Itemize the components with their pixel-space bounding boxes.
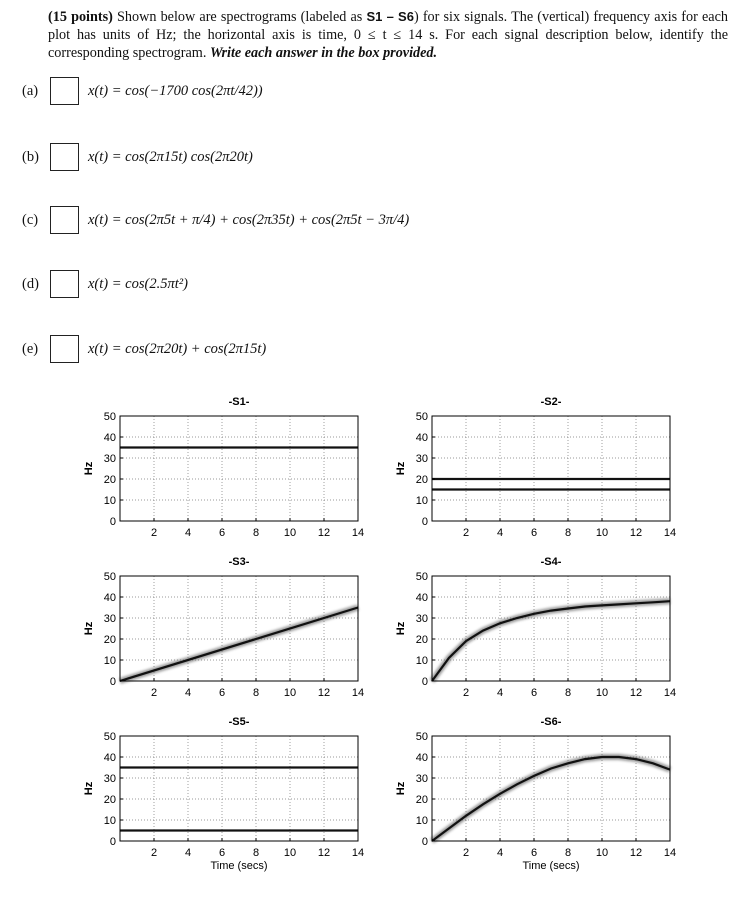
plot-title: -S2-: [540, 396, 562, 408]
plot-title: -S1-: [228, 396, 250, 408]
tick-label-x: 4: [184, 687, 192, 699]
plot-frame: [120, 416, 358, 521]
tick-label-x: 14: [351, 687, 365, 699]
tick-label-x: 10: [595, 687, 609, 699]
plot-frame: [120, 576, 358, 681]
problem-intro: [48, 8, 728, 62]
axis-label-y: Hz: [83, 621, 95, 636]
tick-label-y: 50: [415, 571, 428, 583]
spectrogram-4: [395, 556, 676, 699]
tick-label-y: 20: [415, 634, 428, 646]
tick-label-x: 2: [150, 527, 158, 539]
tick-label-x: 4: [184, 847, 192, 859]
plot-frame: [432, 576, 670, 681]
tick-label-y: 30: [103, 453, 116, 465]
spectrogram-label-range: S1 – S6: [366, 9, 414, 24]
tick-label-x: 6: [218, 527, 226, 539]
tick-label-x: 14: [663, 847, 677, 859]
tick-label-x: 2: [150, 687, 158, 699]
tick-label-y: 10: [415, 815, 428, 827]
spectrogram-3: [83, 556, 364, 699]
tick-label-y: 40: [103, 592, 116, 604]
spectrogram-6: [395, 716, 676, 872]
tick-label-x: 6: [530, 527, 538, 539]
tick-label-y: 20: [415, 794, 428, 806]
tick-label-y: 40: [103, 752, 116, 764]
signal-equation: x(t) = cos(−1700 cos(2πt/42)): [88, 83, 263, 99]
tick-label-y: 0: [421, 516, 428, 528]
axis-label-y: Hz: [83, 781, 95, 796]
tick-label-x: 4: [496, 527, 504, 539]
spectrogram-1: [83, 396, 364, 539]
tick-label-x: 14: [351, 847, 365, 859]
question-label: (e): [22, 341, 39, 357]
tick-label-y: 20: [103, 474, 116, 486]
tick-label-y: 20: [103, 794, 116, 806]
tick-label-x: 6: [530, 687, 538, 699]
tick-label-y: 50: [103, 411, 116, 423]
plot-title: -S3-: [228, 556, 250, 568]
spectrogram-5: [83, 716, 364, 872]
tick-label-y: 50: [415, 731, 428, 743]
tick-label-x: 12: [629, 687, 643, 699]
axis-label-y: Hz: [395, 461, 407, 476]
series-glow: [120, 608, 358, 682]
tick-label-x: 8: [564, 687, 572, 699]
tick-label-x: 10: [595, 527, 609, 539]
tick-label-x: 4: [184, 527, 192, 539]
tick-label-y: 0: [109, 836, 116, 848]
series-glow: [432, 757, 670, 841]
tick-label-y: 40: [415, 752, 428, 764]
tick-label-x: 12: [317, 527, 331, 539]
tick-label-y: 30: [103, 613, 116, 625]
plot-frame: [120, 736, 358, 841]
tick-label-y: 0: [109, 676, 116, 688]
intro-text-1: Shown below are spectrograms (labeled as: [112, 9, 367, 25]
tick-label-x: 12: [317, 847, 331, 859]
intro-text-2: ) for six signals. The (vertical) frequency axis for each plot has units of Hz; the horizontal axis is time, 0 ≤ t ≤ 14 s. For each signal description below, identify the corresponding spectrogram.: [48, 9, 728, 61]
instruction-text: Write each answer in the box provided.: [209, 45, 438, 61]
signal-equation: x(t) = cos(2π5t + π/4) + cos(2π35t) + cos(2π5t − 3π/4): [88, 212, 410, 228]
tick-label-y: 40: [415, 432, 428, 444]
tick-label-x: 2: [462, 687, 470, 699]
answer-box-a[interactable]: [50, 77, 79, 105]
tick-label-y: 30: [415, 613, 428, 625]
tick-label-x: 10: [283, 687, 297, 699]
tick-label-y: 40: [103, 432, 116, 444]
tick-label-x: 4: [496, 687, 504, 699]
tick-label-x: 14: [663, 527, 677, 539]
tick-label-x: 12: [629, 847, 643, 859]
tick-label-y: 0: [421, 676, 428, 688]
tick-label-y: 0: [109, 516, 116, 528]
tick-label-x: 4: [496, 847, 504, 859]
tick-label-y: 40: [415, 592, 428, 604]
tick-label-y: 30: [415, 453, 428, 465]
axis-label-y: Hz: [395, 621, 407, 636]
question-label: (d): [22, 276, 39, 292]
plot-title: -S6-: [540, 716, 562, 728]
tick-label-x: 8: [252, 527, 260, 539]
axis-label-y: Hz: [395, 781, 407, 796]
tick-label-x: 6: [218, 687, 226, 699]
tick-label-y: 10: [415, 655, 428, 667]
plot-title: -S5-: [228, 716, 250, 728]
series-glow: [432, 601, 670, 681]
tick-label-x: 6: [530, 847, 538, 859]
tick-label-y: 30: [103, 773, 116, 785]
answer-box-b[interactable]: [50, 143, 79, 171]
plot-title: -S4-: [540, 556, 562, 568]
tick-label-x: 10: [595, 847, 609, 859]
question-label: (b): [22, 149, 39, 165]
tick-label-x: 6: [218, 847, 226, 859]
series-line: [432, 757, 670, 841]
tick-label-y: 50: [103, 731, 116, 743]
spectrogram-2: [395, 396, 676, 539]
tick-label-x: 2: [150, 847, 158, 859]
tick-label-x: 8: [564, 847, 572, 859]
tick-label-y: 10: [103, 655, 116, 667]
series-line: [432, 601, 670, 681]
answer-box-e[interactable]: [50, 335, 79, 363]
tick-label-x: 14: [351, 527, 365, 539]
tick-label-y: 30: [415, 773, 428, 785]
tick-label-x: 10: [283, 527, 297, 539]
tick-label-y: 20: [103, 634, 116, 646]
tick-label-x: 8: [564, 527, 572, 539]
question-label: (c): [22, 212, 39, 228]
tick-label-x: 10: [283, 847, 297, 859]
question-label: (a): [22, 83, 39, 99]
axis-label-y: Hz: [83, 461, 95, 476]
signal-equation: x(t) = cos(2π20t) + cos(2π15t): [88, 341, 267, 357]
series-line: [120, 608, 358, 682]
tick-label-y: 50: [415, 411, 428, 423]
tick-label-y: 10: [415, 495, 428, 507]
answer-box-d[interactable]: [50, 270, 79, 298]
tick-label-x: 8: [252, 847, 260, 859]
axis-label-x: Time (secs): [522, 860, 580, 872]
points-label: (15 points): [48, 9, 113, 25]
tick-label-x: 8: [252, 687, 260, 699]
answer-box-c[interactable]: [50, 206, 79, 234]
plot-frame: [432, 736, 670, 841]
tick-label-y: 20: [415, 474, 428, 486]
tick-label-x: 12: [629, 527, 643, 539]
tick-label-x: 14: [663, 687, 677, 699]
tick-label-y: 50: [103, 571, 116, 583]
signal-equation: x(t) = cos(2.5πt²): [88, 276, 188, 292]
signal-equation: x(t) = cos(2π15t) cos(2π20t): [88, 149, 253, 165]
tick-label-y: 10: [103, 495, 116, 507]
tick-label-x: 12: [317, 687, 331, 699]
tick-label-x: 2: [462, 527, 470, 539]
tick-label-x: 2: [462, 847, 470, 859]
tick-label-y: 0: [421, 836, 428, 848]
axis-label-x: Time (secs): [210, 860, 268, 872]
tick-label-y: 10: [103, 815, 116, 827]
plot-frame: [432, 416, 670, 521]
